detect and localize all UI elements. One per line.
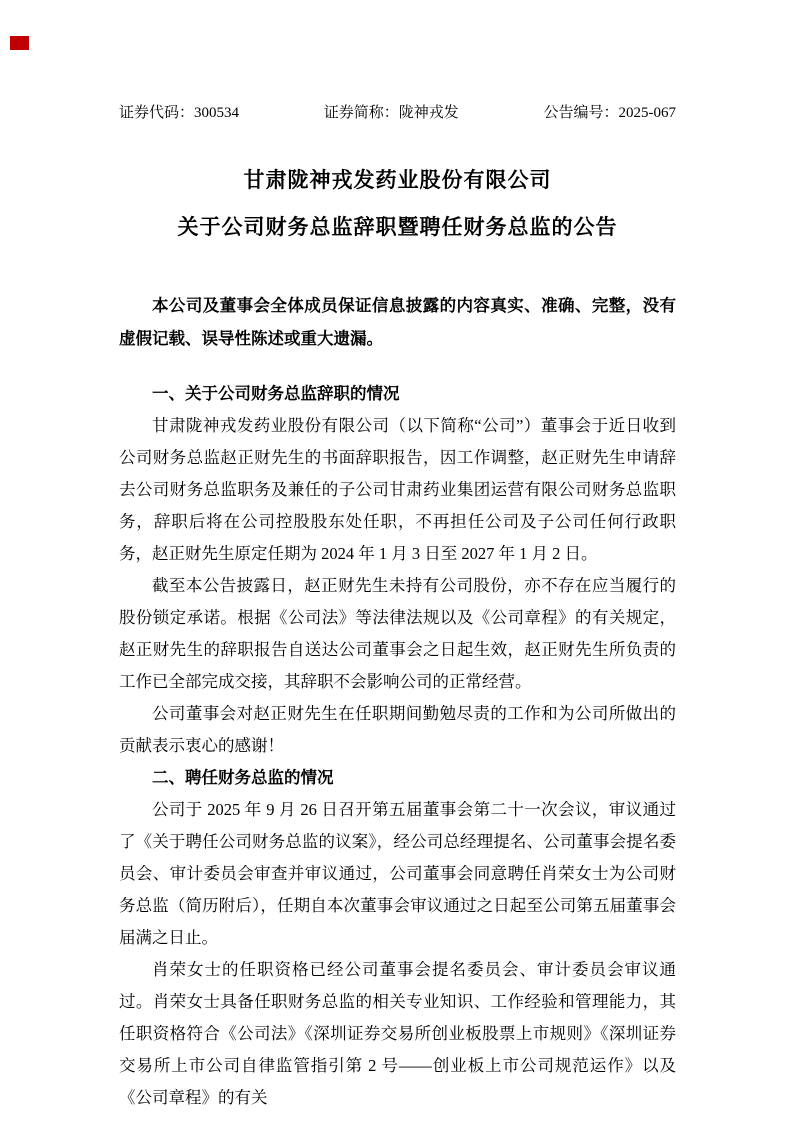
section-2-heading: 二、聘任财务总监的情况 — [152, 768, 334, 787]
section-appointment — [119, 762, 676, 1114]
document-header — [119, 103, 676, 123]
section-1-heading: 一、关于公司财务总监辞职的情况 — [152, 384, 400, 403]
section-1-paragraph-3: 公司董事会对赵正财先生在任职期间勤勉尽责的工作和为公司所做出的贡献表示衷心的感谢！ — [119, 704, 676, 755]
section-1-paragraph-2: 截至本公告披露日，赵正财先生未持有公司股份，亦不存在应当履行的股份锁定承诺。根据《公司法》等法律法规以及《公司章程》的有关规定，赵正财先生的辞职报告自送达公司董事会之日起生效，赵正财先生所负责的工作已全部完成交接，其辞职不会影响公司的正常经营。 — [119, 576, 676, 691]
company-name-title: 甘肃陇神戎发药业股份有限公司 — [243, 168, 552, 192]
section-resignation — [119, 378, 676, 762]
document-content — [119, 103, 676, 1114]
stock-code: 证券代码：300534 — [119, 105, 240, 121]
section-2-paragraph-1: 公司于 2025 年 9 月 26 日召开第五届董事会第二十一次会议，审议通过了《关于聘任公司财务总监的议案》，经公司总经理提名、公司董事会提名委员会、审计委员会审查并审议通过，公司董事会同意聘任肖荣女士为公司财务总监（简历附后），任期自本次董事会审议通过之日起至公司第五届董事会届满之日止。 — [119, 800, 676, 947]
section-1-paragraph-1: 甘肃陇神戎发药业股份有限公司（以下简称“公司”）董事会于近日收到公司财务总监赵正财先生的书面辞职报告，因工作调整，赵正财先生申请辞去公司财务总监职务及兼任的子公司甘肃药业集团运营有限公司财务总监职务，辞职后将在公司控股股东处任职，不再担任公司及子公司任何行政职务，赵正财先生原定任期为 2024 年 1 月 3 日至 2027 年 1 月 2 日。 — [119, 416, 676, 563]
disclaimer-statement: 本公司及董事会全体成员保证信息披露的内容真实、准确、完整，没有虚假记载、误导性陈述或重大遗漏。 — [119, 296, 676, 348]
red-stamp-mark — [10, 36, 29, 50]
section-2-paragraph-2: 肖荣女士的任职资格已经公司董事会提名委员会、审计委员会审议通过。肖荣女士具备任职财务总监的相关专业知识、工作经验和管理能力，其任职资格符合《公司法》《深圳证券交易所创业板股票上市规则》《深圳证券交易所上市公司自律监管指引第 2 号——创业板上市公司规范运作》以及《公司章程》的有关 — [119, 960, 676, 1107]
stock-name: 证券简称：陇神戎发 — [323, 105, 459, 121]
announcement-title: 关于公司财务总监辞职暨聘任财务总监的公告 — [177, 215, 618, 239]
announcement-number: 公告编号：2025-067 — [543, 105, 676, 121]
